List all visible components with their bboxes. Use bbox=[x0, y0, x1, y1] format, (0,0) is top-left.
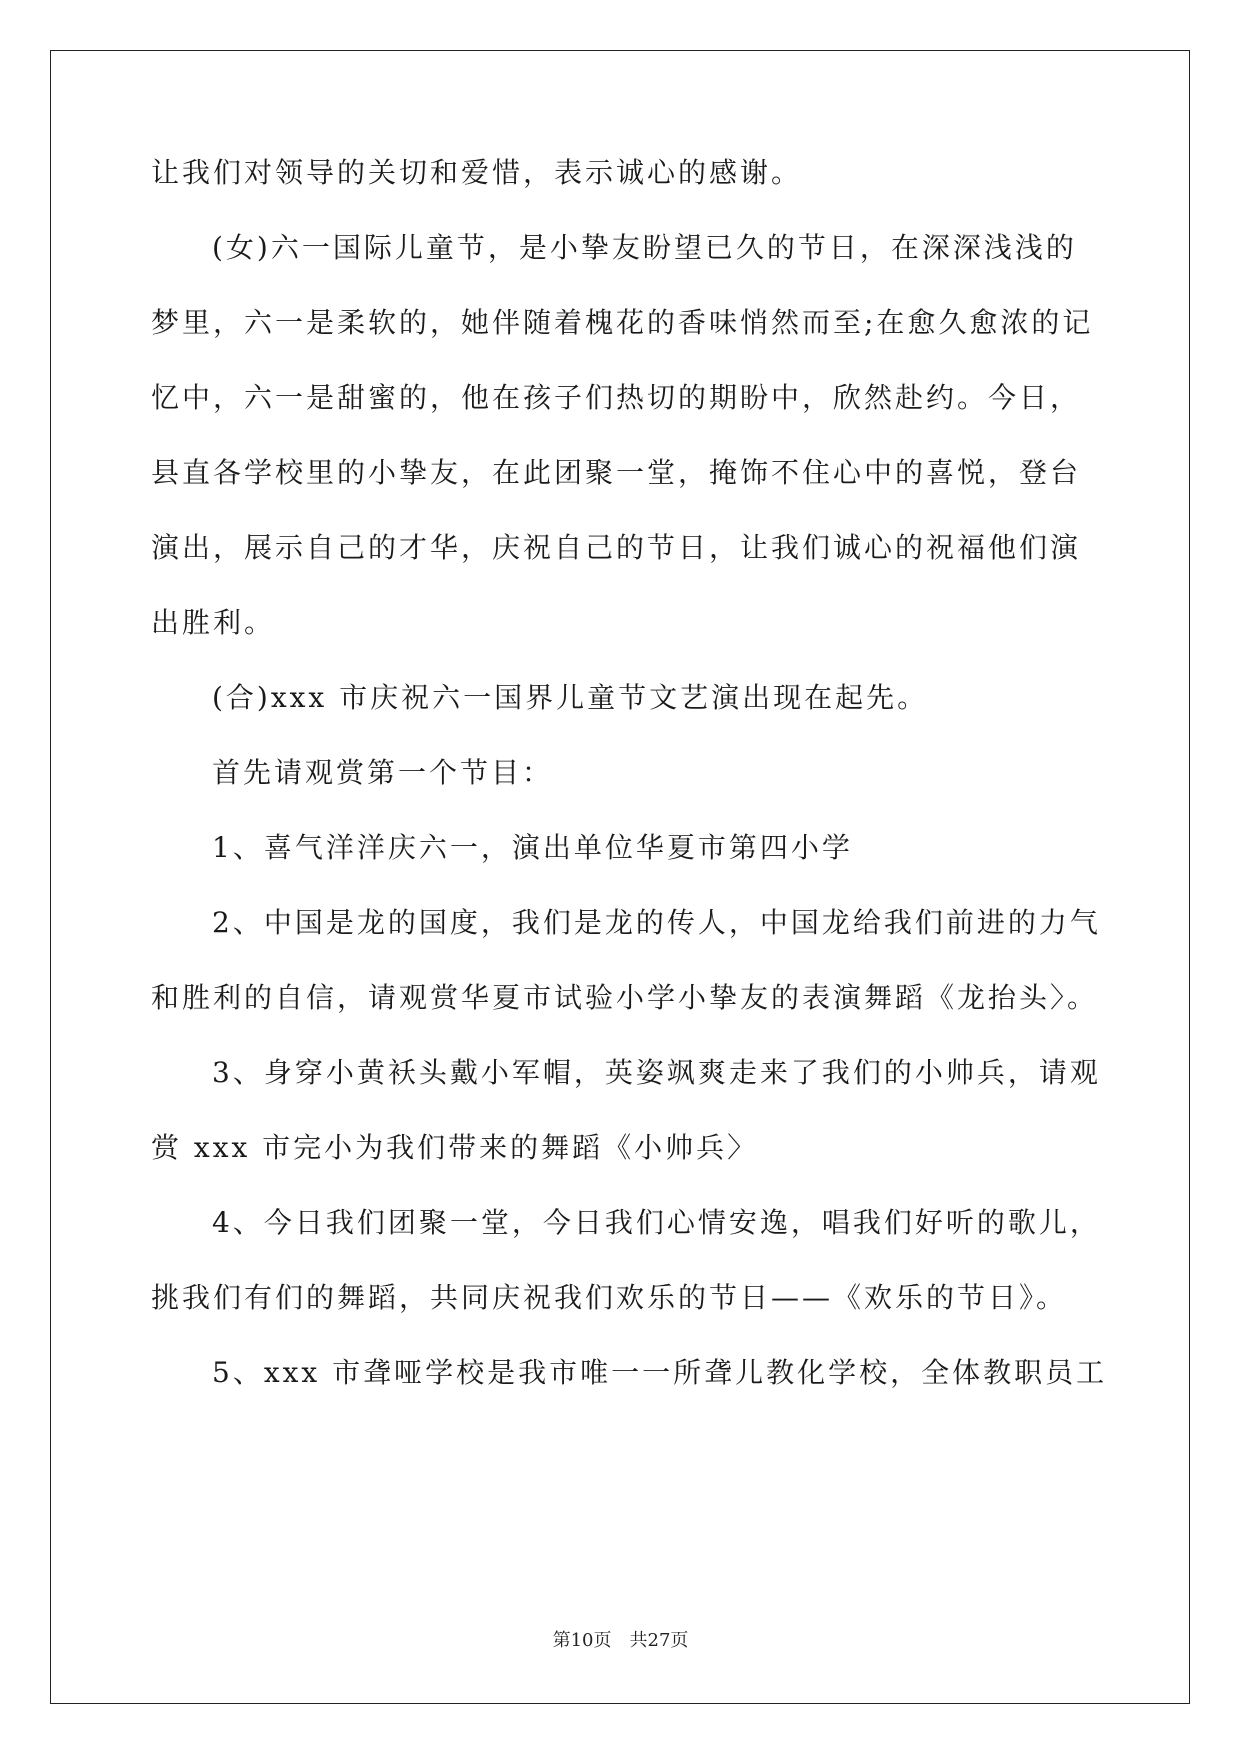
text-line: 3、身穿小黄袄头戴小军帽，英姿飒爽走来了我们的小帅兵，请观 bbox=[212, 1056, 1101, 1089]
text-line: 1、喜气洋洋庆六一，演出单位华夏市第四小学 bbox=[212, 831, 853, 864]
text-line: 5、xxx 市聋哑学校是我市唯一一所聋儿教化学校，全体教职员工 bbox=[212, 1356, 1108, 1389]
page-border bbox=[50, 50, 1190, 1704]
text-line: (合)xxx 市庆祝六一国界儿童节文艺演出现在起先。 bbox=[212, 681, 929, 714]
text-line: 挑我们有们的舞蹈，共同庆祝我们欢乐的节日——《欢乐的节日》。 bbox=[151, 1281, 1068, 1314]
text-line: 梦里，六一是柔软的，她伴随着槐花的香味悄然而至;在愈久愈浓的记 bbox=[151, 306, 1094, 339]
text-line: 2、中国是龙的国度，我们是龙的传人，中国龙给我们前进的力气 bbox=[212, 906, 1101, 939]
text-line: 首先请观赏第一个节目： bbox=[212, 756, 554, 789]
text-line: 出胜利。 bbox=[151, 606, 276, 639]
text-line: 演出，展示自己的才华，庆祝自己的节日，让我们诚心的祝福他们演 bbox=[151, 531, 1082, 564]
text-line: 和胜利的自信，请观赏华夏市试验小学小挚友的表演舞蹈《龙抬头〉。 bbox=[151, 981, 1099, 1014]
text-line: (女)六一国际儿童节，是小挚友盼望已久的节日，在深深浅浅的 bbox=[212, 231, 1077, 264]
text-line: 忆中，六一是甜蜜的，他在孩子们热切的期盼中，欣然赴约。今日， bbox=[151, 381, 1082, 414]
text-line: 赏 xxx 市完小为我们带来的舞蹈《小帅兵〉 bbox=[151, 1131, 759, 1164]
text-line: 让我们对领导的关切和爱惜，表示诚心的感谢。 bbox=[151, 156, 803, 189]
text-line: 4、今日我们团聚一堂，今日我们心情安逸，唱我们好听的歌儿， bbox=[212, 1206, 1101, 1239]
page-number-footer: 第10页 共27页 bbox=[552, 1630, 689, 1651]
text-line: 县直各学校里的小挚友，在此团聚一堂，掩饰不住心中的喜悦，登台 bbox=[151, 456, 1082, 489]
